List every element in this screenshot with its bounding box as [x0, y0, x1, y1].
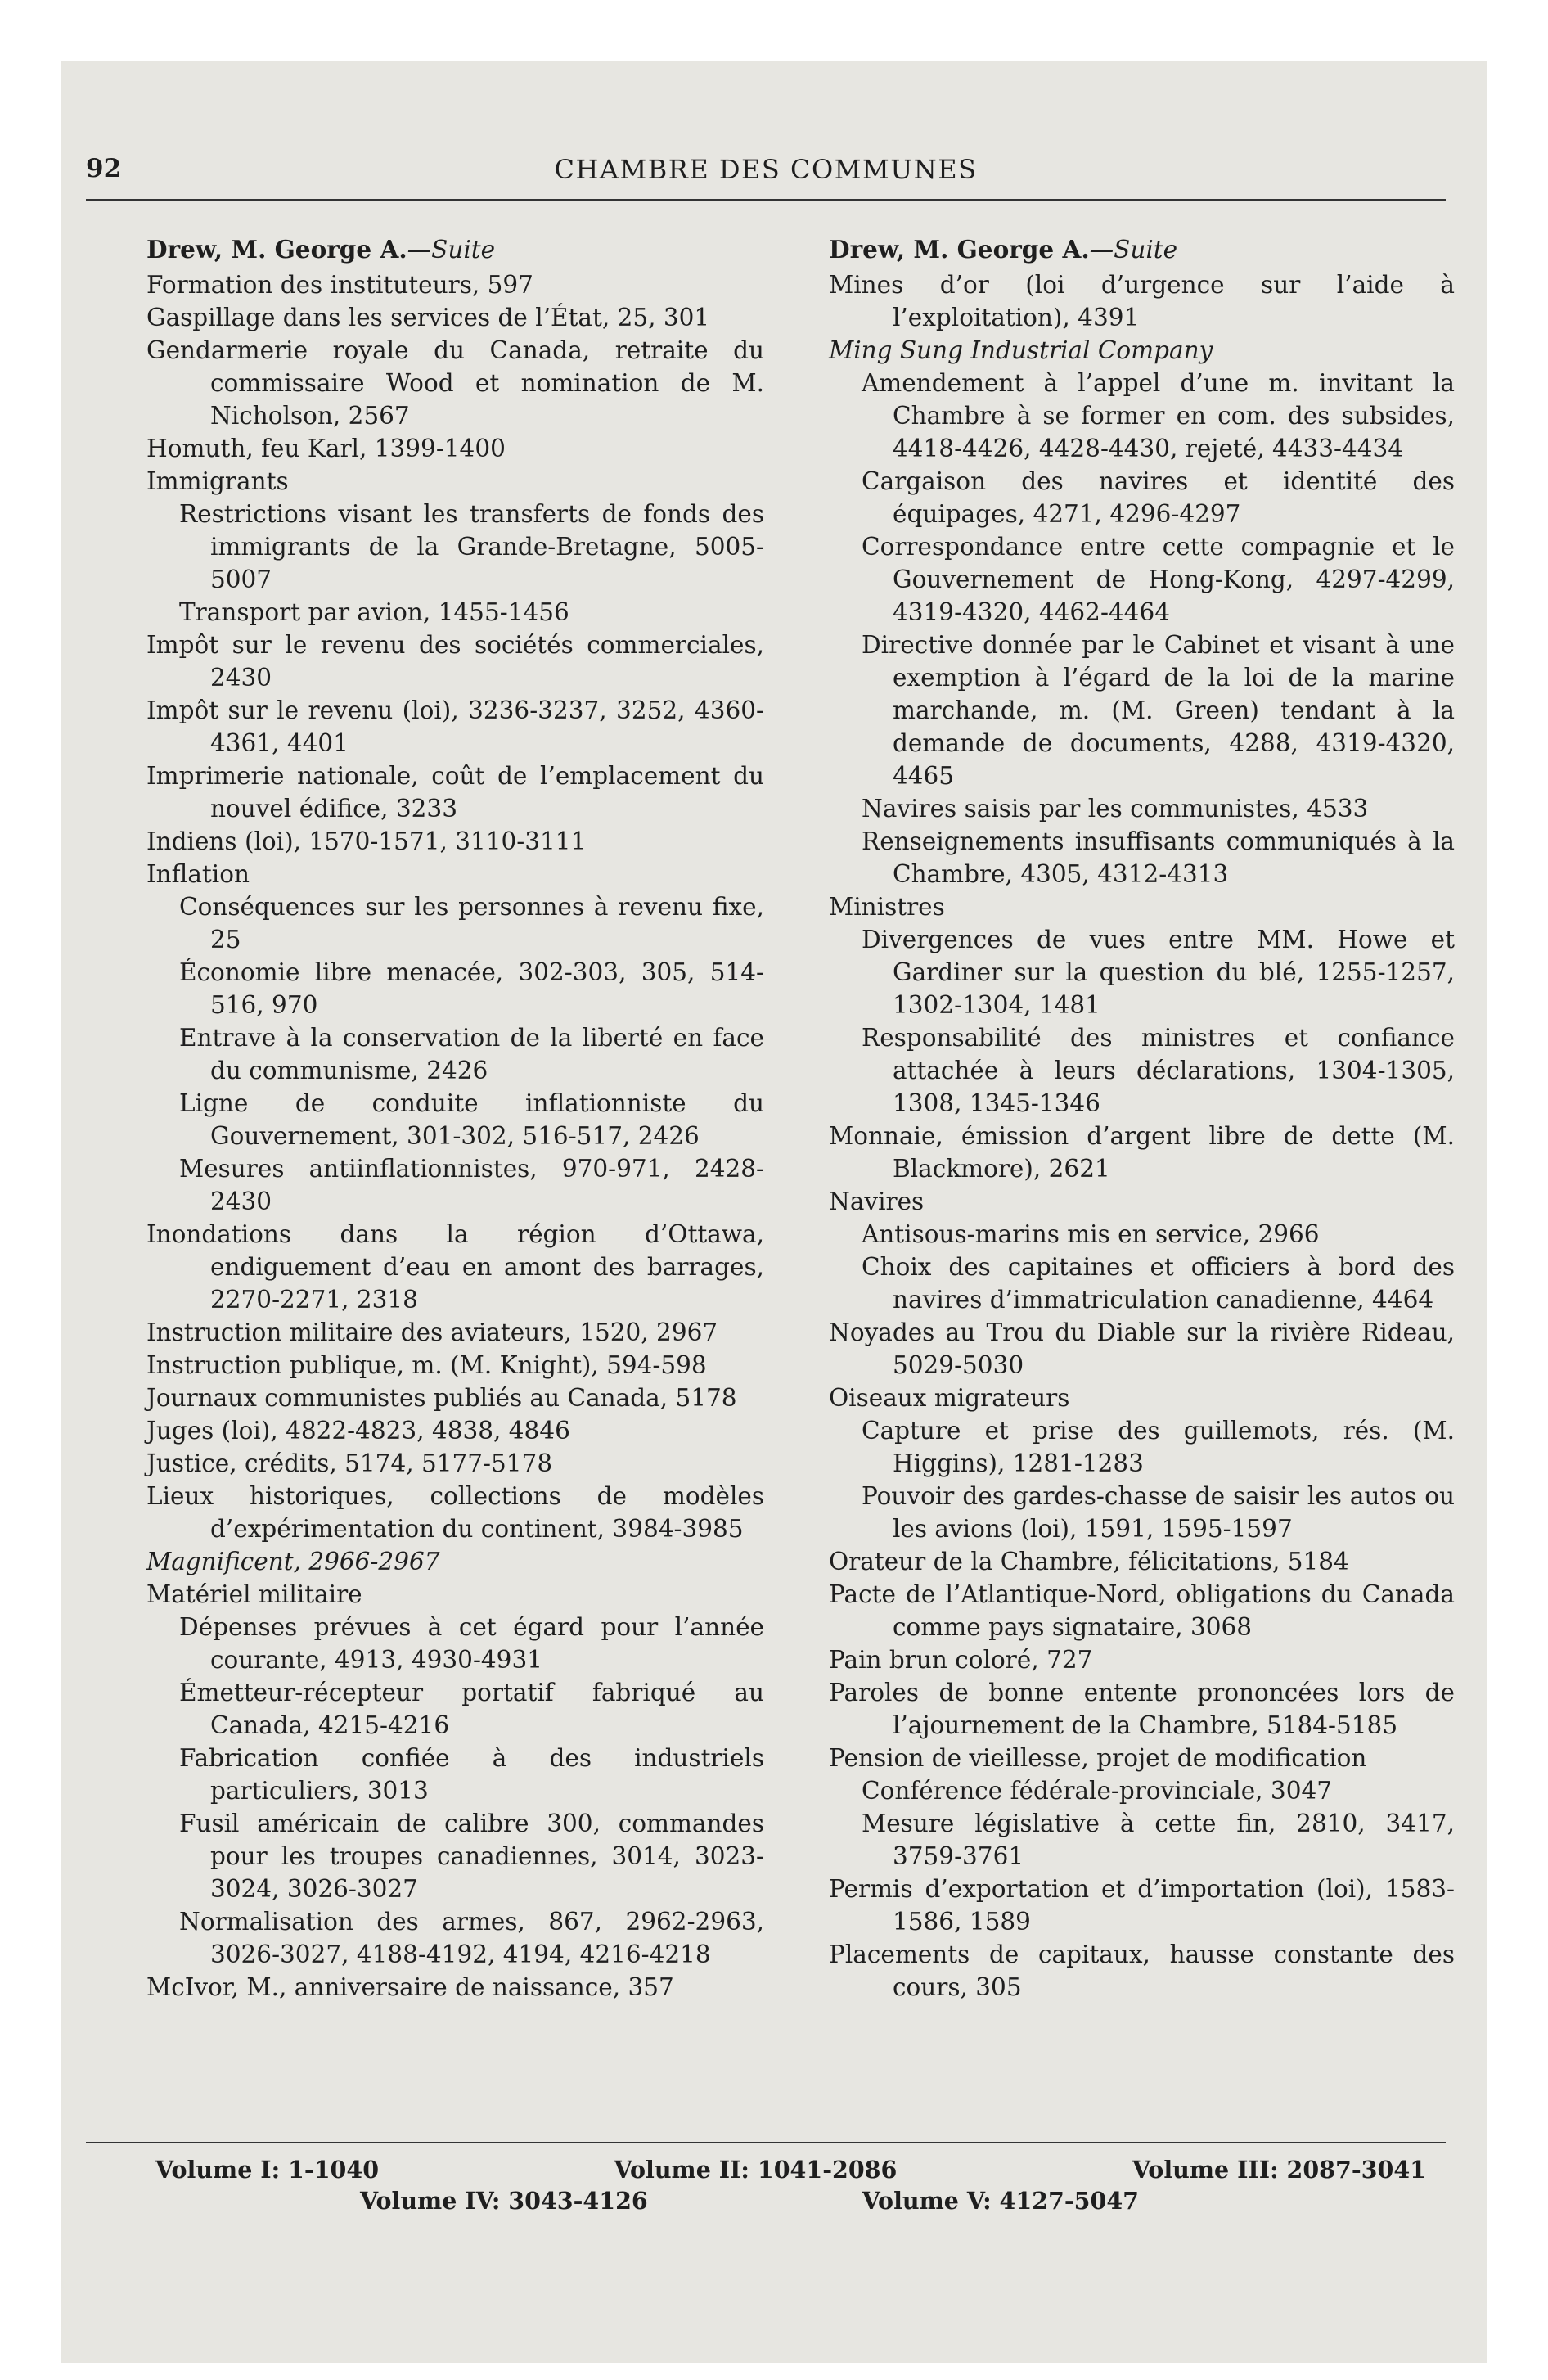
index-entry: Journaux communistes publiés au Canada, 5178	[146, 1384, 737, 1412]
running-header	[86, 154, 1446, 195]
column-heading	[146, 233, 764, 266]
index-subentry: Responsabilité des ministres et confiance attachée à leurs déclarations, 1304-1305, 1308, 1345-1346	[862, 1024, 1455, 1117]
index-entry: Gaspillage dans les services de l’État, 25, 301	[146, 304, 710, 331]
index-entry: Homuth, feu Karl, 1399-1400	[146, 435, 506, 462]
index-entry: McIvor, M., anniversaire de naissance, 357	[146, 1973, 674, 2001]
index-subentry: Choix des capitaines et officiers à bord des navires d’immatriculation canadienne, 4464	[862, 1253, 1455, 1314]
index-subentry: Amendement à l’appel d’une m. invitant la Chambre à se former en com. des subsides, 4418-4426, 4428-4430, rejeté, 4433-4434	[862, 369, 1455, 462]
index-entries	[829, 268, 1455, 2004]
index-entry: Indiens (loi), 1570-1571, 3110-3111	[146, 827, 587, 855]
header-rule	[86, 199, 1446, 201]
index-entry: Imprimerie nationale, coût de l’emplacement du nouvel édifice, 3233	[146, 762, 764, 823]
index-subentry: Capture et prise des guillemots, rés. (M. Higgins), 1281-1283	[862, 1417, 1455, 1477]
left-column	[146, 233, 764, 2004]
index-subentry: Restrictions visant les transferts de fonds des immigrants de la Grande-Bretagne, 5005-5007	[179, 500, 764, 593]
page-number: 92	[86, 154, 122, 183]
index-entry: Orateur de la Chambre, félicitations, 5184	[829, 1548, 1349, 1575]
index-subentry: Économie libre menacée, 302-303, 305, 514-516, 970	[179, 958, 764, 1019]
index-subentry: Directive donnée par le Cabinet et visant à une exemption à l’égard de la loi de la marine marchande, m. (M. Green) tendant à la demande de documents, 4288, 4319-4320, 4465	[862, 631, 1455, 790]
volume-3: Volume III: 2087-3041	[1132, 2156, 1426, 2184]
index-subentry: Fabrication confiée à des industriels particuliers, 3013	[179, 1744, 764, 1805]
index-entry: Permis d’exportation et d’importation (loi), 1583-1586, 1589	[829, 1875, 1455, 1936]
index-entry: Noyades au Trou du Diable sur la rivière Rideau, 5029-5030	[829, 1318, 1455, 1379]
index-entry: Inflation	[146, 860, 250, 888]
index-subentry: Entrave à la conservation de la liberté en face du communisme, 2426	[179, 1024, 764, 1084]
index-subentry: Émetteur-récepteur portatif fabriqué au Canada, 4215-4216	[179, 1679, 764, 1739]
index-subentry: Renseignements insuffisants communiqués à la Chambre, 4305, 4312-4313	[862, 827, 1455, 888]
index-entry: Monnaie, émission d’argent libre de dette (M. Blackmore), 2621	[829, 1122, 1455, 1183]
index-entry: Magnificent, 2966-2967	[146, 1548, 440, 1575]
index-entry: Navires	[829, 1188, 925, 1215]
index-subentry: Conférence fédérale-provinciale, 3047	[862, 1777, 1333, 1805]
index-entry: Lieux historiques, collections de modèles d’expérimentation du continent, 3984-3985	[146, 1482, 764, 1543]
index-entry: Pacte de l’Atlantique-Nord, obligations du Canada comme pays signataire, 3068	[829, 1580, 1455, 1641]
index-entry: Gendarmerie royale du Canada, retraite du commissaire Wood et nomination de M. Nicholson, 2567	[146, 336, 764, 430]
index-entry: Instruction publique, m. (M. Knight), 594-598	[146, 1351, 707, 1379]
index-entry: Pension de vieillesse, projet de modification	[829, 1744, 1367, 1772]
index-entry: Formation des instituteurs, 597	[146, 271, 533, 299]
page-title: CHAMBRE DES COMMUNES	[554, 154, 978, 185]
index-entry: Juges (loi), 4822-4823, 4838, 4846	[146, 1417, 570, 1445]
footer-rule	[86, 2142, 1446, 2143]
right-column	[829, 233, 1455, 2004]
index-subentry: Mesure législative à cette fin, 2810, 3417, 3759-3761	[862, 1810, 1455, 1870]
column-heading	[829, 233, 1455, 266]
volume-footer	[86, 2154, 1446, 2216]
index-entry: Ministres	[829, 893, 945, 921]
index-subentry: Mesures antiinflationnistes, 970-971, 2428-2430	[179, 1155, 764, 1215]
heading-name: Drew, M. George A.	[146, 235, 407, 264]
index-entry: Justice, crédits, 5174, 5177-5178	[146, 1449, 553, 1477]
index-entry: Ming Sung Industrial Company	[829, 336, 1213, 364]
index-entry: Immigrants	[146, 467, 289, 495]
index-subentry: Navires saisis par les communistes, 4533	[862, 795, 1369, 823]
index-subentry: Ligne de conduite inflationniste du Gouvernement, 301-302, 516-517, 2426	[179, 1089, 764, 1150]
heading-name: Drew, M. George A.	[829, 235, 1090, 264]
index-entry: Impôt sur le revenu des sociétés commerciales, 2430	[146, 631, 764, 692]
index-subentry: Pouvoir des gardes-chasse de saisir les autos ou les avions (loi), 1591, 1595-1597	[862, 1482, 1455, 1543]
index-entry: Pain brun coloré, 727	[829, 1646, 1093, 1674]
volume-1: Volume I: 1-1040	[155, 2156, 380, 2184]
index-subentry: Normalisation des armes, 867, 2962-2963, 3026-3027, 4188-4192, 4194, 4216-4218	[179, 1908, 764, 1968]
volume-4: Volume IV: 3043-4126	[360, 2187, 648, 2215]
index-entry: Oiseaux migrateurs	[829, 1384, 1070, 1412]
index-subentry: Antisous-marins mis en service, 2966	[862, 1220, 1320, 1248]
index-subentry: Dépenses prévues à cet égard pour l’année courante, 4913, 4930-4931	[179, 1613, 764, 1674]
volume-2: Volume II: 1041-2086	[614, 2156, 898, 2184]
index-subentry: Fusil américain de calibre 300, commandes pour les troupes canadiennes, 3014, 3023-3024, 3026-3027	[179, 1810, 764, 1903]
index-subentry: Divergences de vues entre MM. Howe et Gardiner sur la question du blé, 1255-1257, 1302-1304, 1481	[862, 926, 1455, 1019]
index-entry: Matériel militaire	[146, 1580, 362, 1608]
index-entry: Mines d’or (loi d’urgence sur l’aide à l’exploitation), 4391	[829, 271, 1455, 331]
volume-5: Volume V: 4127-5047	[862, 2187, 1139, 2215]
index-entries	[146, 268, 764, 2004]
index-entry: Inondations dans la région d’Ottawa, endiguement d’eau en amont des barrages, 2270-2271, 2318	[146, 1220, 764, 1314]
index-entry: Placements de capitaux, hausse constante des cours, 305	[829, 1941, 1455, 2001]
index-subentry: Conséquences sur les personnes à revenu fixe, 25	[179, 893, 764, 953]
heading-suite: —Suite	[407, 236, 496, 264]
index-subentry: Cargaison des navires et identité des équipages, 4271, 4296-4297	[862, 467, 1455, 528]
index-subentry: Transport par avion, 1455-1456	[179, 598, 569, 626]
index-entry: Impôt sur le revenu (loi), 3236-3237, 3252, 4360-4361, 4401	[146, 696, 764, 757]
heading-suite: —Suite	[1089, 236, 1178, 264]
index-entry: Paroles de bonne entente prononcées lors de l’ajournement de la Chambre, 5184-5185	[829, 1679, 1455, 1739]
index-entry: Instruction militaire des aviateurs, 1520, 2967	[146, 1318, 718, 1346]
index-subentry: Correspondance entre cette compagnie et le Gouvernement de Hong-Kong, 4297-4299, 4319-4320, 4462-4464	[862, 533, 1455, 626]
